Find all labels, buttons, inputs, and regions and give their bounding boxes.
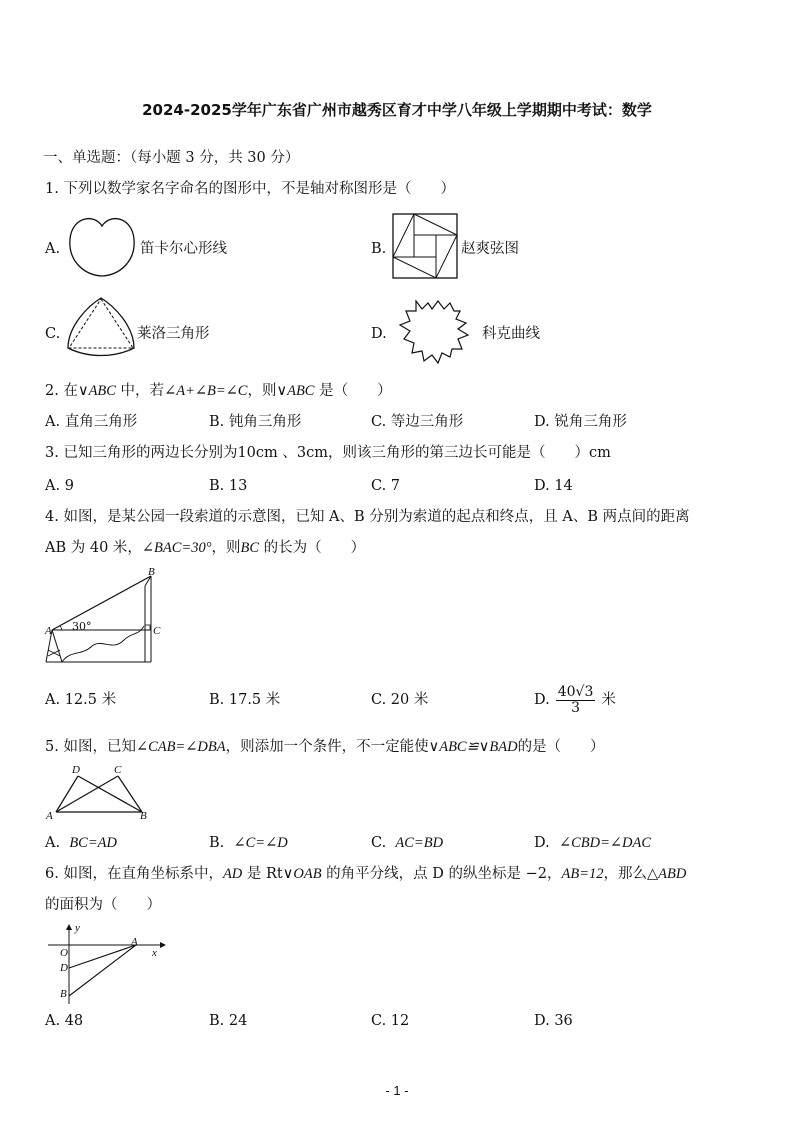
q1-option-a-letter: A. — [45, 241, 61, 257]
section-heading: 一、单选题：（每小题 3 分，共 30 分） — [43, 150, 300, 166]
q5-label-b: B — [140, 810, 147, 822]
question-6-stem-line1 — [45, 865, 686, 883]
reuleaux-triangle-figure — [64, 296, 138, 362]
q3-option-d: D. 14 — [534, 478, 573, 494]
option-letter: C. — [371, 835, 387, 851]
q3-option-b: B. 13 — [209, 478, 248, 494]
q6-stem-text: ，那么 — [603, 866, 648, 882]
q6-label-o: O — [60, 947, 68, 959]
q5-option-b — [209, 834, 288, 852]
option-letter: A. — [45, 835, 61, 851]
q4-stem-text: ，则 — [211, 540, 241, 556]
q6-stem-text: 的角平分线，点 D 的纵坐标是 −2， — [321, 866, 562, 882]
q4-option-d — [534, 681, 616, 719]
q5-option-c — [371, 834, 443, 852]
option-math: BC=AD — [69, 835, 117, 851]
page-number: - 1 - — [385, 1083, 409, 1098]
q2-option-c: C. 等边三角形 — [371, 414, 464, 430]
option-math: ∠C=∠D — [233, 835, 288, 851]
q2-triangle-abc: ∨ABC — [276, 383, 315, 399]
q5-stem-text: 的是（ ） — [517, 739, 605, 755]
q4-segment-bc: BC — [240, 540, 260, 556]
q4-option-d-unit: 米 — [601, 692, 616, 708]
q4-angle-bac: ∠BAC=30° — [141, 540, 212, 556]
q4-option-b: B. 17.5 米 — [209, 692, 281, 708]
cardioid-figure — [66, 213, 138, 279]
q1-option-b-label: 赵爽弦图 — [461, 241, 519, 257]
q3-option-a: A. 9 — [45, 478, 74, 494]
q6-option-d: D. 36 — [534, 1013, 573, 1029]
q4-option-d-letter: D. — [534, 692, 550, 708]
q5-label-d: D — [72, 764, 80, 776]
koch-curve-figure — [394, 293, 478, 369]
q4-angle-label: 30° — [72, 620, 92, 633]
q5-label-a: A — [46, 810, 53, 822]
page-title: 2024-2025学年广东省广州市越秀区育才中学八年级上学期期中考试：数学 — [142, 101, 652, 119]
q1-option-b-letter: B. — [371, 241, 387, 257]
q4-option-a: A. 12.5 米 — [45, 692, 117, 708]
zhao-shuang-figure — [392, 213, 460, 279]
q4-label-c: C — [153, 625, 161, 637]
q5-congruence: ∨ABC≌∨BAD — [428, 739, 518, 755]
q2-option-d: D. 锐角三角形 — [534, 414, 627, 430]
q4-stem-text: AB 为 40 米， — [45, 540, 142, 556]
question-4-stem-line1: 4. 如图，是某公园一段索道的示意图，已知 A、B 分别为索道的起点和终点，且 A、B 两点间的距离 — [45, 509, 690, 525]
q6-triangle-abd: △ABD — [647, 866, 687, 882]
question-2-stem — [45, 382, 392, 400]
cableway-figure — [40, 566, 170, 668]
fraction-denominator: 3 — [571, 699, 580, 716]
q5-stem-text: 5. 如图，已知 — [45, 739, 136, 755]
q1-option-d-label: 科克曲线 — [482, 326, 540, 342]
q4-option-c: C. 20 米 — [371, 692, 429, 708]
question-1-stem: 1. 下列以数学家名字命名的图形中，不是轴对称图形是（ ） — [45, 181, 455, 197]
option-letter: B. — [209, 835, 225, 851]
q6-option-b: B. 24 — [209, 1013, 248, 1029]
q2-stem-text: 中，若 — [115, 383, 165, 399]
q6-label-y: y — [75, 922, 80, 934]
q5-trapezoid-figure — [44, 764, 154, 824]
q2-stem-text: ，则 — [247, 383, 277, 399]
q6-segment-ad: AD — [222, 866, 243, 882]
q6-stem-text: 是 Rt — [242, 866, 283, 882]
q2-triangle-abc: ∨ABC — [77, 383, 116, 399]
option-math: AC=BD — [395, 835, 444, 851]
q4-stem-text: 的长为（ ） — [259, 540, 366, 556]
q5-option-d — [534, 834, 651, 852]
q2-angle-condition: ∠A+∠B=∠C — [164, 383, 248, 399]
q1-option-c-letter: C. — [45, 326, 61, 342]
q5-option-a — [45, 834, 117, 852]
question-6-stem-line2: 的面积为（ ） — [45, 897, 161, 913]
q2-stem-text: 是（ ） — [314, 383, 392, 399]
q6-label-a: A — [131, 936, 138, 948]
q3-option-c: C. 7 — [371, 478, 401, 494]
q6-label-b: B — [60, 988, 67, 1000]
option-letter: D. — [534, 835, 550, 851]
q4-label-a: A — [45, 625, 52, 637]
q6-label-d: D — [60, 962, 68, 974]
q6-label-x: x — [152, 947, 157, 959]
q6-ab-length: AB=12 — [561, 866, 604, 882]
q6-stem-text: 6. 如图，在直角坐标系中， — [45, 866, 223, 882]
q5-stem-text: ，则添加一个条件，不一定能使 — [225, 739, 429, 755]
q2-option-b: B. 钝角三角形 — [209, 414, 302, 430]
q1-option-a-label: 笛卡尔心形线 — [140, 241, 227, 257]
question-5-stem — [45, 738, 605, 756]
q2-option-a: A. 直角三角形 — [45, 414, 138, 430]
q6-triangle-oab: ∨OAB — [282, 866, 322, 882]
q5-angle-condition: ∠CAB=∠DBA — [135, 739, 226, 755]
q1-option-c-label: 莱洛三角形 — [137, 326, 210, 342]
q5-label-c: C — [114, 764, 122, 776]
option-math: ∠CBD=∠DAC — [558, 835, 652, 851]
fraction-numerator: 40√3 — [557, 683, 594, 700]
q4-option-d-fraction — [556, 685, 596, 716]
q6-option-a: A. 48 — [45, 1013, 84, 1029]
q2-stem-text: 2. 在 — [45, 383, 78, 399]
q4-label-b: B — [148, 566, 155, 578]
question-4-stem-line2 — [45, 539, 365, 557]
q1-option-d-letter: D. — [371, 326, 387, 342]
q6-option-c: C. 12 — [371, 1013, 410, 1029]
question-3-stem: 3. 已知三角形的两边长分别为10cm 、3cm，则该三角形的第三边长可能是（ ）cm — [45, 445, 611, 461]
